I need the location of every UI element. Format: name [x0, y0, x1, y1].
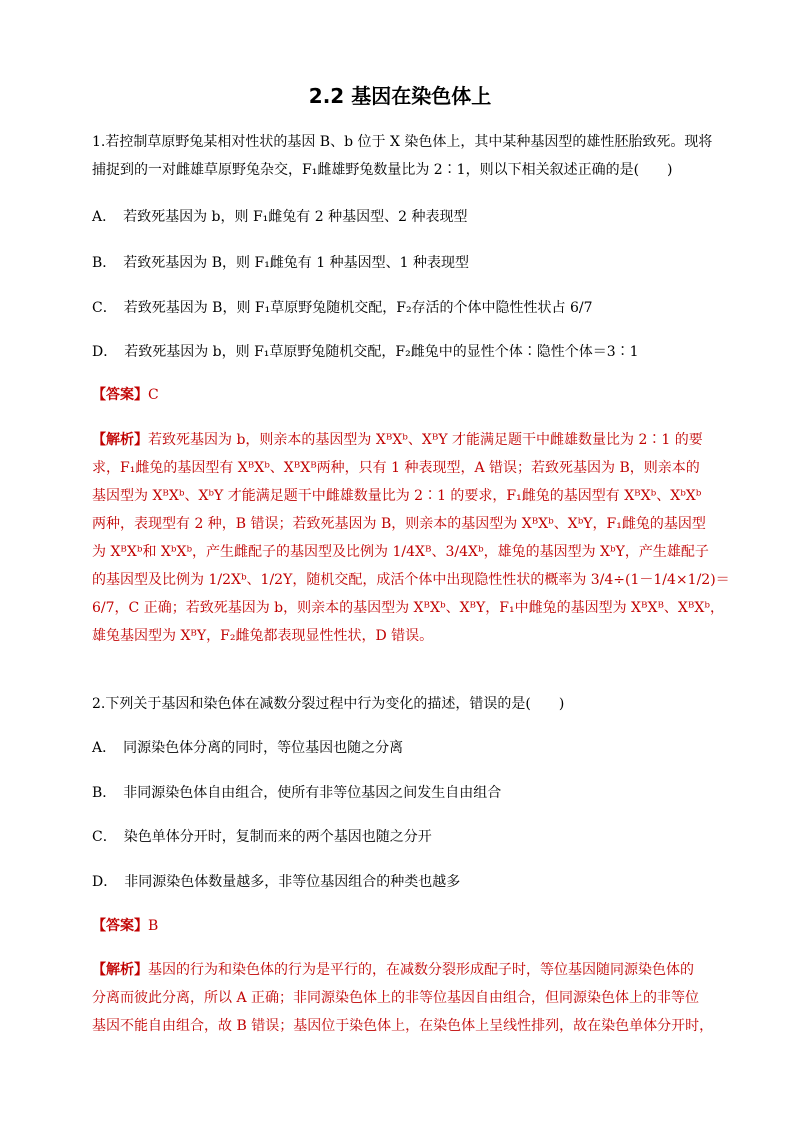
question-1-stem-line: 捕捉到的一对雌雄草原野兔杂交，F₁雌雄野兔数量比为 2∶1，则以下相关叙述正确的是( ) [92, 162, 673, 178]
explanation-label: 【解析】 [92, 432, 148, 448]
explanation-line: 求，F₁雌兔的基因型有 XᴮXᵇ、XᴮXᴮ两种，只有 1 种表现型，A 错误；若致死基因为 B，则亲本的 [92, 460, 700, 476]
answer-value: C [148, 387, 159, 403]
explanation-line: 两种，表现型有 2 种，B 错误；若致死基因为 B，则亲本的基因型为 XᴮXᵇ、XᵇY，F₁雌兔的基因型 [92, 516, 706, 532]
explanation-line: 若致死基因为 b，则亲本的基因型为 XᴮXᵇ、XᴮY 才能满足题干中雌雄数量比为 2∶1 的要 [148, 432, 703, 448]
question-1-answer [92, 385, 159, 405]
question-2-option-a: A． 同源染色体分离的同时，等位基因也随之分离 [92, 740, 404, 756]
question-2-stem-line: 2.下列关于基因和染色体在减数分裂过程中行为变化的描述，错误的是( ) [92, 696, 565, 712]
explanation-line: 雄兔基因型为 XᴮY，F₂雌兔都表现显性性状，D 错误。 [92, 628, 434, 644]
question-2-option-d: D． 非同源染色体数量越多，非等位基因组合的种类也越多 [92, 874, 461, 890]
explanation-line: 基因不能自由组合，故 B 错误；基因位于染色体上，在染色体上呈线性排列，故在染色单体分开时， [92, 1018, 714, 1034]
answer-value: B [148, 918, 159, 934]
question-1-option-a: A． 若致死基因为 b，则 F₁雌兔有 2 种基因型、2 种表现型 [92, 209, 468, 225]
answer-label: 【答案】 [92, 387, 148, 403]
question-2-stem [92, 690, 708, 718]
explanation-label: 【解析】 [92, 962, 148, 978]
question-1-option-c: C． 若致死基因为 B，则 F₁草原野兔随机交配，F₂存活的个体中隐性性状占 6/7 [92, 300, 593, 316]
explanation-line: 6/7，C 正确；若致死基因为 b，则亲本的基因型为 XᴮXᵇ、XᴮY，F₁中雌兔的基因型为 XᴮXᴮ、XᴮXᵇ， [92, 600, 724, 616]
question-1-stem-line: 1.若控制草原野兔某相对性状的基因 B、b 位于 X 染色体上，其中某种基因型的雄性胚胎致死。现将 [92, 134, 713, 150]
explanation-line: 为 XᴮXᵇ和 XᵇXᵇ，产生雌配子的基因型及比例为 1/4Xᴮ、3/4Xᵇ，雄兔的基因型为 XᵇY，产生雄配子 [92, 544, 709, 560]
explanation-line: 的基因型及比例为 1/2Xᵇ、1/2Y，随机交配，成活个体中出现隐性性状的概率为 3/4÷(1－1/4×1/2)＝ [92, 572, 730, 588]
explanation-line: 基因型为 XᴮXᵇ、XᵇY 才能满足题干中雌雄数量比为 2∶1 的要求，F₁雌兔的基因型有 XᴮXᵇ、XᵇXᵇ [92, 488, 702, 504]
question-1-option-d: D． 若致死基因为 b，则 F₁草原野兔随机交配，F₂雌兔中的显性个体∶隐性个体＝3∶1 [92, 344, 639, 360]
question-2-option-c: C． 染色单体分开时，复制而来的两个基因也随之分开 [92, 829, 432, 845]
question-2-option-b: B． 非同源染色体自由组合，使所有非等位基因之间发生自由组合 [92, 785, 502, 801]
question-1-explanation [92, 426, 730, 650]
page-title: 2.2 基因在染色体上 [308, 84, 492, 108]
answer-label: 【答案】 [92, 918, 148, 934]
question-2-explanation [92, 956, 714, 1040]
explanation-line: 分离而彼此分离，所以 A 正确；非同源染色体上的非等位基因自由组合，但同源染色体上的非等位 [92, 990, 700, 1006]
explanation-line: 基因的行为和染色体的行为是平行的，在减数分裂形成配子时，等位基因随同源染色体的 [148, 962, 694, 978]
question-1-stem [92, 128, 713, 184]
question-2-answer [92, 916, 158, 936]
question-1-option-b: B． 若致死基因为 B，则 F₁雌兔有 1 种基因型、1 种表现型 [92, 255, 469, 271]
